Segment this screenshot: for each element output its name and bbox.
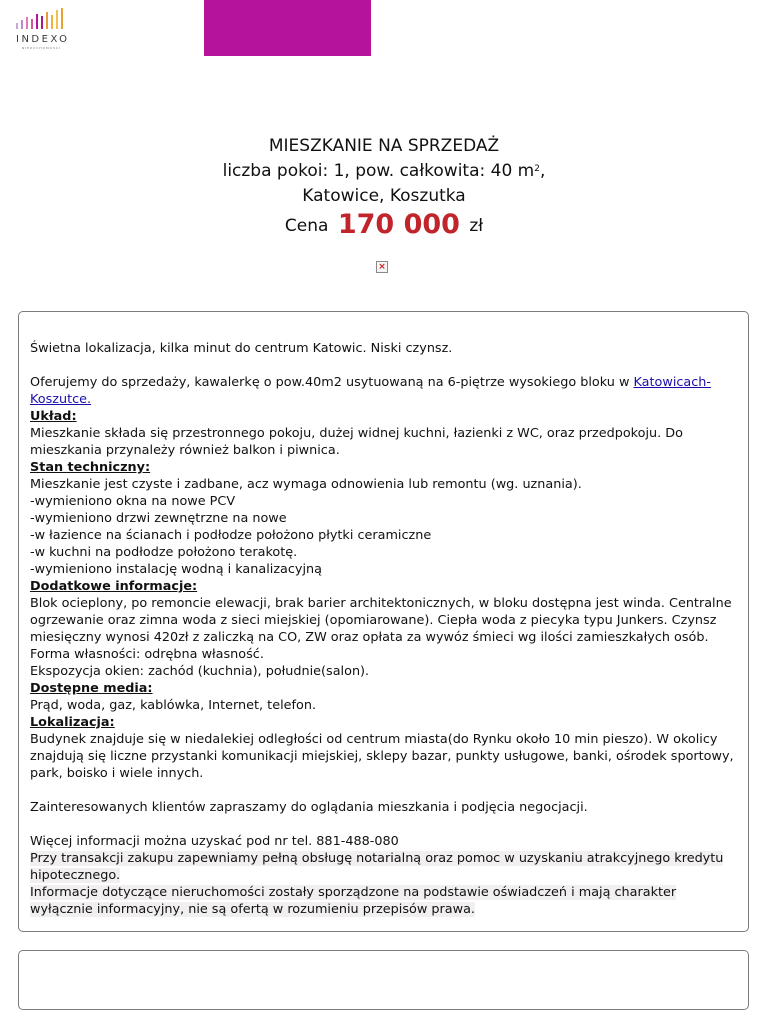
tech-line: -wymieniono okna na nowe PCV (30, 494, 236, 509)
price-value: 170 000 (337, 209, 460, 240)
listing-location: Katowice, Koszutka (302, 186, 466, 206)
extra-line: Ekspozycja okien: zachód (kuchnia), południe(salon). (30, 664, 370, 679)
disclaimer-text: Informacje dotyczące nieruchomości zostały sporządzone na podstawie oświadczeń i mają charakter wyłącznie informacyjny, nie są ofertą w rozumieniu przepisów prawa. (30, 885, 677, 917)
listing-title: MIESZKANIE NA SPRZEDAŻ (268, 136, 500, 156)
description-box (18, 311, 749, 932)
layout-text: Mieszkanie składa się przestronnego pokoju, dużej widnej kuchni, łazienki z WC, oraz przedpokoju. Do mieszkania przynależy również balkon i piwnica. (30, 426, 683, 458)
location-heading: Lokalizacja: (30, 715, 115, 730)
extra-line: Forma własności: odrębna własność. (30, 647, 264, 662)
price-currency: zł (469, 216, 484, 236)
invite-text: Zainteresowanych klientów zapraszamy do oglądania mieszkania i podjęcia negocjacji. (30, 800, 588, 815)
offer-text: Oferujemy do sprzedaży, kawalerkę o pow.40m2 usytuowaną na 6-piętrze wysokiego bloku w (30, 375, 634, 390)
logo-bars-icon (14, 6, 74, 32)
secondary-box (18, 950, 749, 1010)
broken-image-icon: × (376, 261, 388, 273)
tech-line: -w łazience na ścianach i podłodze położono płytki ceramiczne (30, 528, 432, 543)
tech-line: Mieszkanie jest czyste i zadbane, acz wymaga odnowienia lub remontu (wg. uznania). (30, 477, 582, 492)
contact-text: Więcej informacji można uzyskać pod nr tel. 881-488-080 (30, 834, 399, 849)
indexo-logo[interactable] (14, 6, 74, 48)
price-line (0, 209, 768, 240)
location-text: Budynek znajduje się w niedalekiej odległości od centrum miasta(do Rynku około 10 min pieszo). W okolicy znajdują się liczne przystanki komunikacji miejskiej, sklepy bazar, punkty usługowe, banki, ośrodek sportowy, park, boisko i wiele innych. (30, 732, 734, 781)
tech-heading: Stan techniczny: (30, 460, 151, 475)
header-banner (204, 0, 371, 56)
disclaimer-paragraph (30, 884, 737, 918)
tech-line: -w kuchni na podłodze położono terakotę. (30, 545, 298, 560)
location-link[interactable]: Katowicach-Koszutce. (30, 375, 712, 407)
media-heading: Dostępne media: (30, 681, 153, 696)
extra-line: Blok ocieplony, po remoncie elewacji, brak barier architektonicznych, w bloku dostępna jest winda. Centralne ogrzewanie oraz zimna woda z sieci miejskiej (opomiarowane). Ciepła woda z piecyka typu Junkers. Czynsz miesięczny wynosi 420zł z zaliczką na CO, ZW oraz opłata za wywóz śmieci wg ilości zamieszkałych osób. (30, 596, 732, 645)
logo-subtext: NIERUCHOMOŚCI (22, 46, 61, 50)
listing-details-text: liczba pokoi: 1, pow. całkowita: 40 m (222, 161, 535, 181)
tech-line: -wymieniono instalację wodną i kanalizacyjną (30, 562, 323, 577)
layout-heading: Układ: (30, 409, 77, 424)
extra-heading: Dodatkowe informacje: (30, 579, 198, 594)
transaction-paragraph (30, 850, 737, 884)
transaction-text: Przy transakcji zakupu zapewniamy pełną obsługę notarialną oraz pomoc w uzyskaniu atrakcyjnego kredytu hipotecznego. (30, 851, 724, 883)
area-unit-superscript: 2 (534, 164, 540, 174)
intro-text: Świetna lokalizacja, kilka minut do centrum Katowic. Niski czynsz. (30, 341, 453, 356)
logo-text: INDEXO (16, 34, 70, 45)
tech-line: -wymieniono drzwi zewnętrzne na nowe (30, 511, 287, 526)
offer-paragraph (30, 374, 737, 408)
price-label: Cena (284, 216, 329, 236)
media-text: Prąd, woda, gaz, kablówka, Internet, telefon. (30, 698, 317, 713)
listing-details (0, 159, 768, 184)
listing-details-suffix: , (539, 161, 546, 181)
listing-heading (0, 134, 768, 209)
